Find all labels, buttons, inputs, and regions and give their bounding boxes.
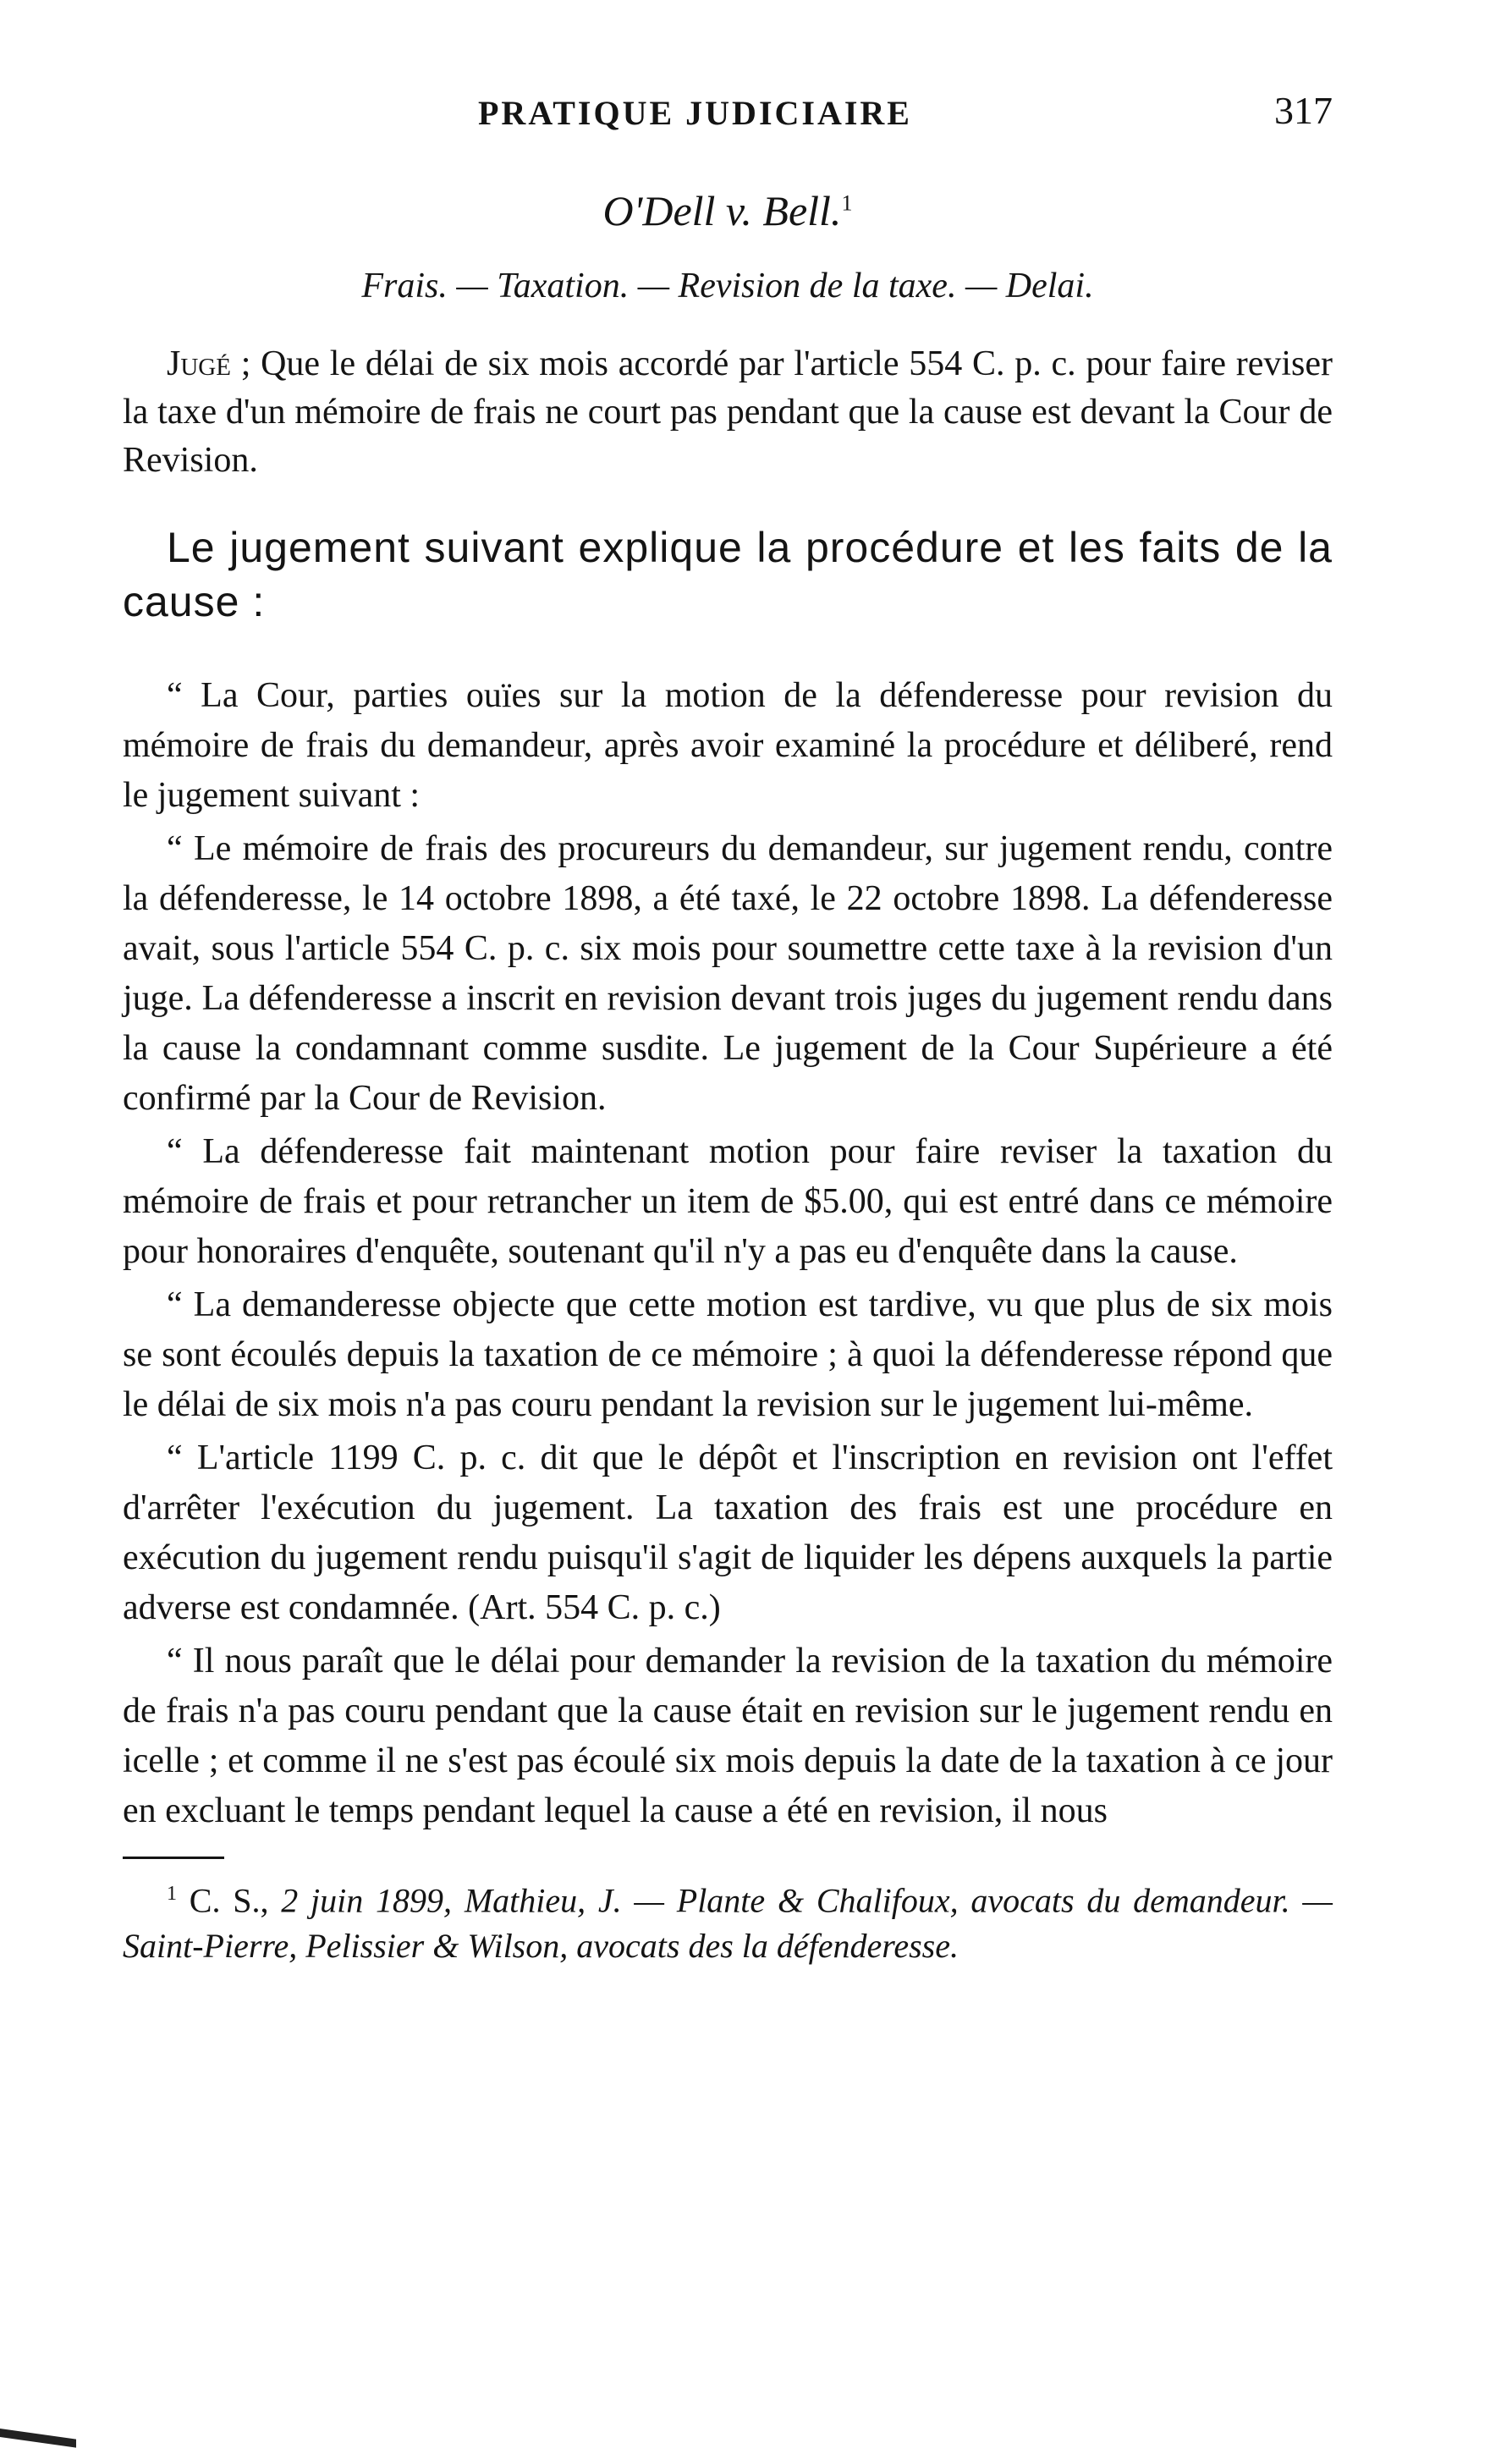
judgment-paragraph-1: “ La Cour, parties ouïes sur la motion de la défenderesse pour revision du mémoire de frais du demandeur, après avoir examiné la procédure et déliberé, rend le jugement suivant : — [123, 676, 1333, 815]
judgment-paragraph-3: “ La défenderesse fait maintenant motion pour faire reviser la taxation du mémoire de frais et pour retrancher un item de $5.00, qui est entré dans ce mémoire pour honoraires d'enquête, soutenant qu'il n'y a pas eu d'enquête dans la cause. — [123, 1132, 1333, 1271]
running-title: PRATIQUE JUDICIAIRE — [478, 94, 912, 132]
footnote-text: 2 juin 1899, Mathieu, J. — Plante & Chalifoux, avocats du demandeur. — Saint-Pierre, Pelissier & Wilson, avocats des la défenderesse. — [123, 1881, 1333, 1966]
case-keywords: Frais. — Taxation. — Revision de la taxe. — Delai. — [361, 267, 1094, 305]
headnote — [123, 340, 1333, 485]
footnote — [123, 1871, 1333, 1969]
footnote-reference: 1 — [841, 190, 853, 216]
running-head — [123, 85, 1333, 144]
footnote-court: C. S., — [189, 1881, 269, 1920]
judgment-paragraph-4: “ La demanderesse objecte que cette motion est tardive, vu que plus de six mois se sont écoulés depuis la taxation de ce mémoire ; à quoi la défenderesse répond que le délai de six mois n'a pas couru pendant la revision sur le jugement lui-même. — [123, 1285, 1333, 1424]
footnote-marker: 1 — [167, 1883, 177, 1905]
headnote-text: ; Que le délai de six mois accordé par l'article 554 C. p. c. pour faire reviser la taxe d'un mémoire de frais ne court pas pendant que la cause est devant la Cour de Revision. — [123, 344, 1333, 480]
scan-edge-mark — [0, 2429, 76, 2448]
judgment-paragraph-2: “ Le mémoire de frais des procureurs du demandeur, sur jugement rendu, contre la défenderesse, le 14 octobre 1898, a été taxé, le 22 octobre 1898. La défenderesse avait, sous l'article 554 C. p. c. six mois pour soumettre cette taxe à la revision d'un juge. La défenderesse a inscrit en revision devant trois juges du jugement rendu dans la cause la condamnant comme susdite. Le jugement de la Cour Supérieure a été confirmé par la Cour de Revision. — [123, 829, 1333, 1118]
page-number: 317 — [1274, 89, 1333, 132]
judgment-paragraph-5: “ L'article 1199 C. p. c. dit que le dépôt et l'inscription en revision ont l'effet d'arrêter l'exécution du jugement. La taxation des frais est une procédure en exécution du jugement rendu puisqu'il s'agit de liquider les dépens auxquels la partie adverse est condamnée. (Art. 554 C. p. c.) — [123, 1439, 1333, 1627]
case-title — [123, 186, 1333, 235]
footnote-rule — [123, 1857, 224, 1859]
headnote-lead-word: Jugé — [167, 344, 231, 383]
judgment-paragraph-6: “ Il nous paraît que le délai pour demander la revision de la taxation du mémoire de frais n'a pas couru pendant que la cause était en revision sur le jugement rendu en icelle ; et comme il ne s'est pas écoulé six mois depuis la date de la taxation à ce jour en excluant le temps pendant lequel la cause a été en revision, il nous — [123, 1642, 1333, 1830]
case-name: O'Dell v. Bell. — [602, 187, 842, 234]
book-page — [123, 85, 1333, 2003]
intro-sentence: Le jugement suivant explique la procédure et les faits de la cause : — [123, 524, 1333, 625]
